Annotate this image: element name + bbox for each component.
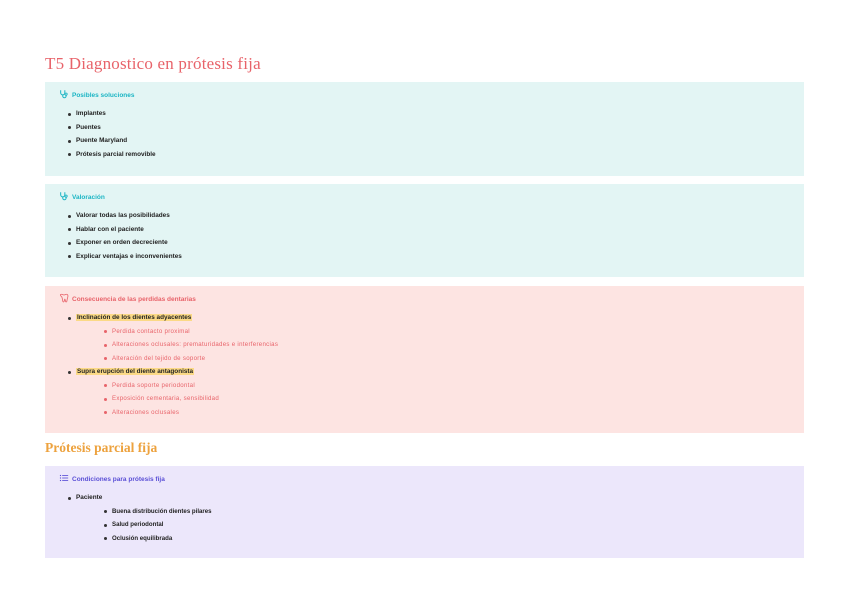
list-item: Implantes [59,107,790,121]
stethoscope-icon [59,191,69,203]
list-item: Explicar ventajas e inconvenientes [59,250,790,264]
highlighted-label: Supra erupción del diente antagonista [77,368,194,375]
list-item: Valorar todas las posibilidades [59,209,790,223]
solutions-heading-text: Posibles soluciones [72,91,135,99]
highlighted-label: Inclinación de los dientes adyacentes [77,314,192,321]
solutions-heading [59,90,790,100]
list-item: Prótesis parcial removible [59,148,790,162]
list-item-label: Paciente [76,494,103,501]
list-item [59,491,790,545]
stethoscope-icon [59,89,69,101]
sub-list-item: Buena distribución dientes pilares [76,505,790,519]
list-item: Hablar con el paciente [59,223,790,237]
list-item: Puente Maryland [59,134,790,148]
consequences-heading-text: Consecuencia de las perdidas dentarias [72,295,196,303]
list-item: Exponer en orden decreciente [59,236,790,250]
sub-list-item: Oclusión equilibrada [76,532,790,546]
sub-list-item: Alteraciones oclusales [76,406,790,420]
consequences-callout [45,286,804,433]
conditions-heading-text: Condiciones para prótesis fija [72,475,165,483]
conditions-heading [59,474,790,484]
assessment-heading [59,192,790,202]
assessment-callout [45,184,804,277]
sub-list-item: Alteraciones oclusales: prematuridades e interferencias [76,338,790,352]
assessment-heading-text: Valoración [72,193,105,201]
consequences-heading [59,294,790,304]
list-item [59,311,790,365]
sub-list-item: Exposición cementaria, sensibilidad [76,392,790,406]
conditions-callout [45,466,804,558]
molar-tooth-icon [59,293,69,305]
sub-list-item: Salud periodontal [76,518,790,532]
page-title: T5 Diagnostico en prótesis fija [45,54,261,73]
sub-list-item: Alteración del tejido de soporte [76,352,790,366]
list-item: Puentes [59,121,790,135]
sub-list-item: Perdida contacto proximal [76,325,790,339]
list-icon [59,473,69,485]
solutions-callout [45,82,804,176]
sub-list-item: Perdida soporte periodontal [76,379,790,393]
list-item [59,365,790,419]
section-title: Prótesis parcial fija [45,440,158,455]
